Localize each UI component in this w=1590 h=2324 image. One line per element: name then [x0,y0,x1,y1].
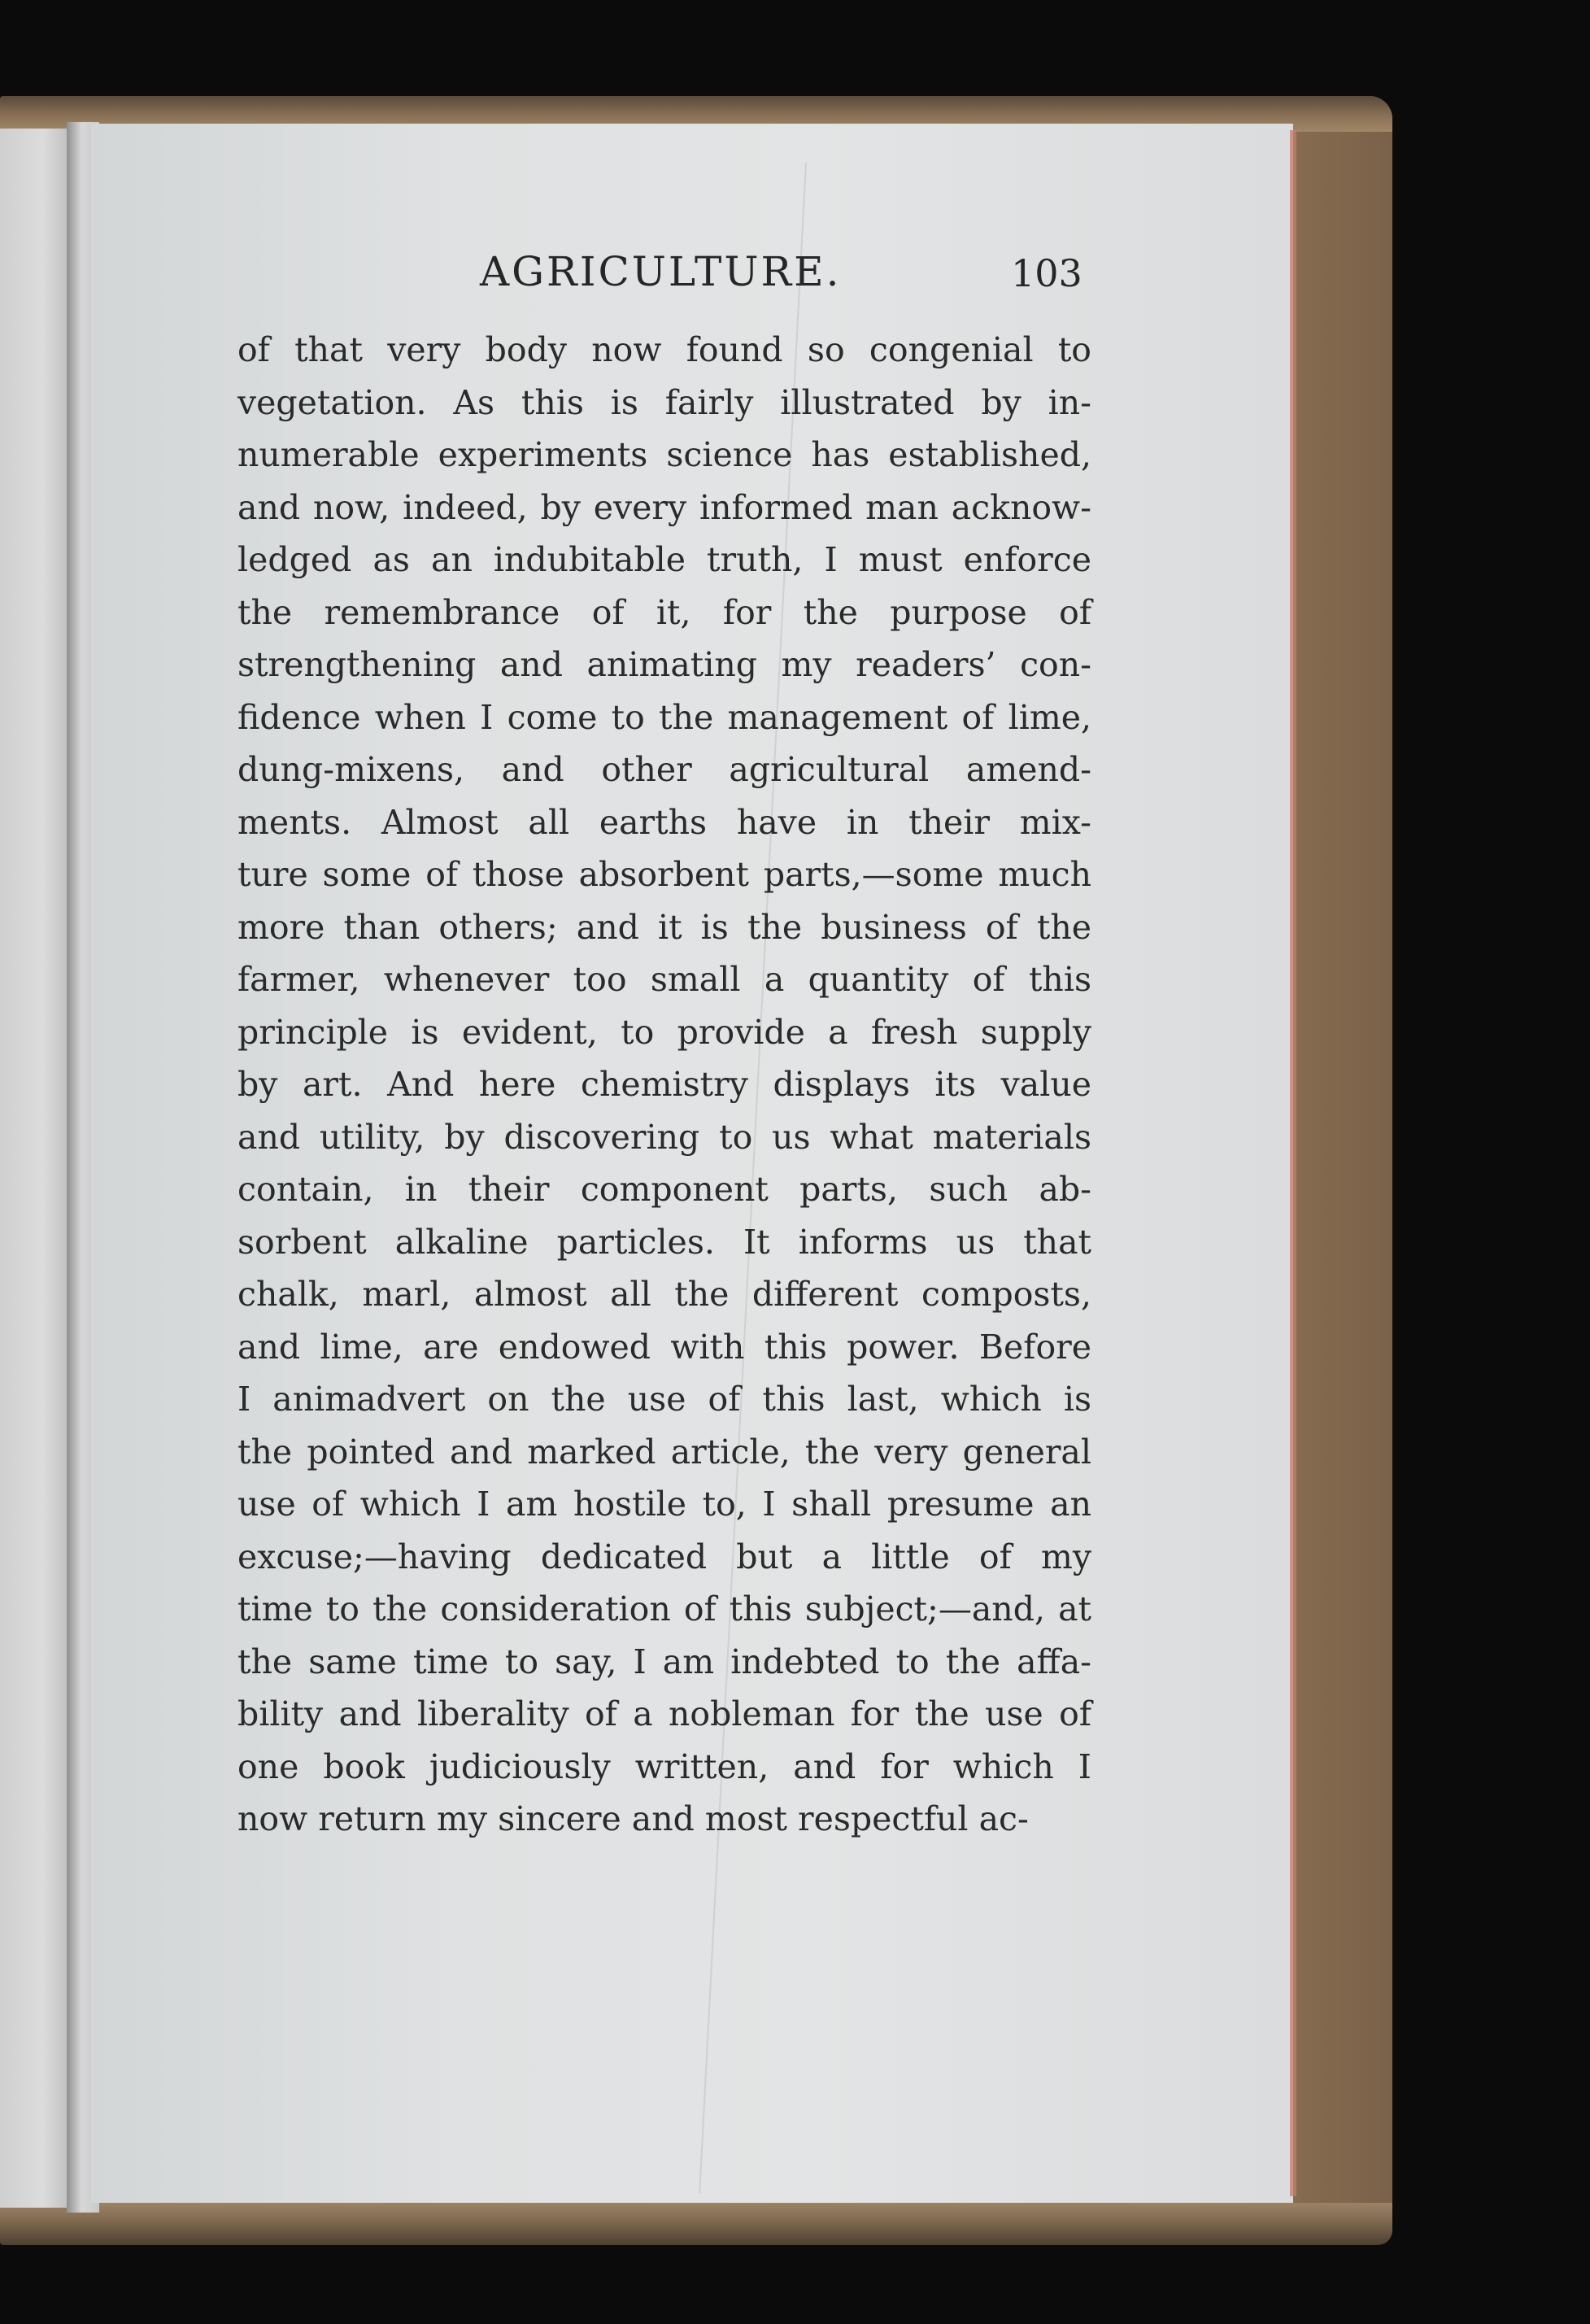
board-edge-bottom [0,2203,1392,2245]
text-line: bility and liberality of a nobleman for the use of [237,1694,1091,1733]
text-line: ledged as an indubitable truth, I must enforce [237,540,1091,579]
text-line: I animadvert on the use of this last, which is [237,1380,1091,1419]
text-line: fidence when I come to the management of lime, [237,697,1091,737]
text-line: principle is evident, to provide a fresh supply [237,1012,1091,1052]
text-line: ture some of those absorbent parts,—some much [237,855,1091,894]
text-line: ments. Almost all earths have in their mix- [237,802,1091,842]
text-line: the same time to say, I am indebted to the affa- [237,1642,1091,1681]
text-line: the remembrance of it, for the purpose of [237,592,1091,632]
text-line: numerable experiments science has established, [237,435,1091,474]
text-line: farmer, whenever too small a quantity of this [237,960,1091,999]
text-line: one book judiciously written, and for which I [237,1746,1091,1786]
text-line: by art. And here chemistry displays its value [237,1065,1091,1104]
text-line: time to the consideration of this subject;—and, at [237,1589,1091,1629]
text-line: the pointed and marked article, the very general [237,1432,1091,1472]
body-text [237,324,1091,1846]
text-line: of that very body now found so congenial to [237,330,1091,369]
text-line: strengthening and animating my readers’ con- [237,645,1091,684]
running-title: AGRICULTURE. [480,248,842,295]
text-line: and lime, are endowed with this power. Before [237,1327,1091,1367]
text-line: excuse;—having dedicated but a little of my [237,1537,1091,1576]
running-head [0,248,1590,305]
facing-page-edge [0,129,72,2208]
page-number: 103 [1011,251,1083,295]
text-line: use of which I am hostile to, I shall presume an [237,1485,1091,1524]
text-line: and now, indeed, by every informed man acknow- [237,487,1091,527]
text-line: vegetation. As this is fairly illustrated by in- [237,382,1091,422]
text-line: and utility, by discovering to us what materials [237,1117,1091,1157]
text-line: dung-mixens, and other agricultural amend- [237,750,1091,789]
text-line: chalk, marl, almost all the different composts, [237,1275,1091,1314]
text-line: now return my sincere and most respectful ac- [237,1799,1029,1838]
text-line: sorbent alkaline particles. It informs us that [237,1222,1091,1262]
text-line: more than others; and it is the business of the [237,907,1091,947]
text-line: contain, in their component parts, such ab- [237,1170,1091,1209]
page-edge-tint [1290,130,1296,2196]
